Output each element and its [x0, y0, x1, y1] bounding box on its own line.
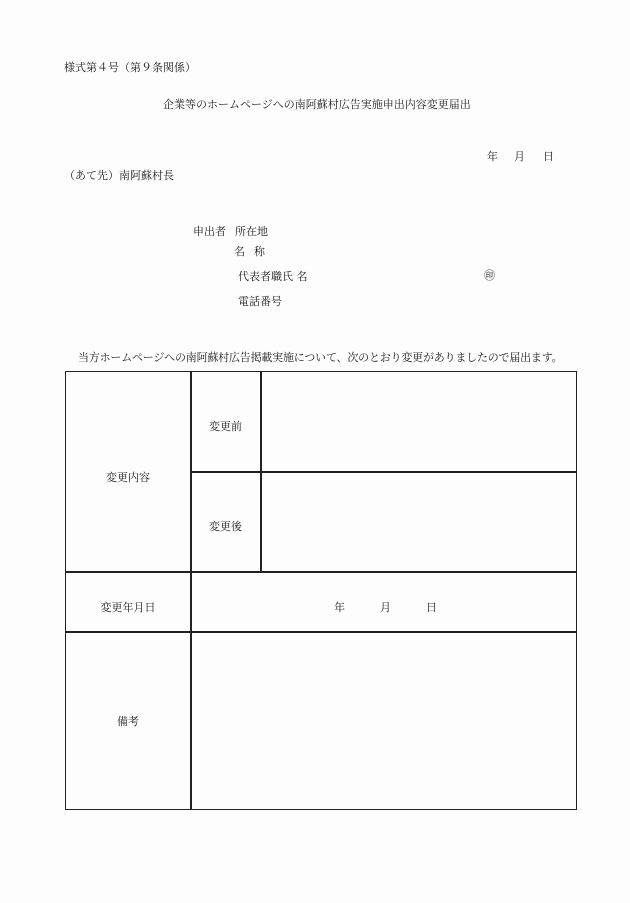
- address-label: 所在地: [235, 225, 268, 238]
- change-date-month: 月: [380, 601, 391, 614]
- remarks-label: 備考: [117, 715, 139, 728]
- date-year-label: 年: [487, 150, 498, 163]
- change-date-field[interactable]: [192, 573, 576, 631]
- representative-label: 代表者職氏 名: [238, 270, 308, 283]
- phone-label: 電話番号: [238, 295, 282, 308]
- change-date-day: 日: [426, 601, 437, 614]
- seal-icon: ㊞: [484, 269, 495, 282]
- change-date-year: 年: [334, 601, 345, 614]
- before-value-field[interactable]: [262, 372, 576, 471]
- addressee: （あて先）南阿蘇村長: [64, 169, 174, 182]
- change-content-label: 変更内容: [106, 471, 150, 484]
- intro-text: 当方ホームページへの南阿蘇村広告掲載実施について、次のとおり変更がありましたので届出ます。: [78, 351, 563, 364]
- before-label: 変更前: [209, 420, 242, 433]
- applicant-label: 申出者: [193, 225, 226, 238]
- date-month-label: 月: [514, 150, 525, 163]
- name-label: 名称: [234, 245, 274, 258]
- remarks-field[interactable]: [192, 633, 576, 809]
- after-value-field[interactable]: [262, 473, 576, 571]
- form-number: 様式第４号（第９条関係）: [64, 61, 196, 74]
- change-table: [65, 371, 577, 810]
- after-label: 変更後: [209, 520, 242, 533]
- document-title: 企業等のホームページへの南阿蘇村広告実施申出内容変更届出: [163, 98, 471, 111]
- date-day-label: 日: [543, 150, 554, 163]
- change-date-label: 変更年月日: [100, 601, 156, 614]
